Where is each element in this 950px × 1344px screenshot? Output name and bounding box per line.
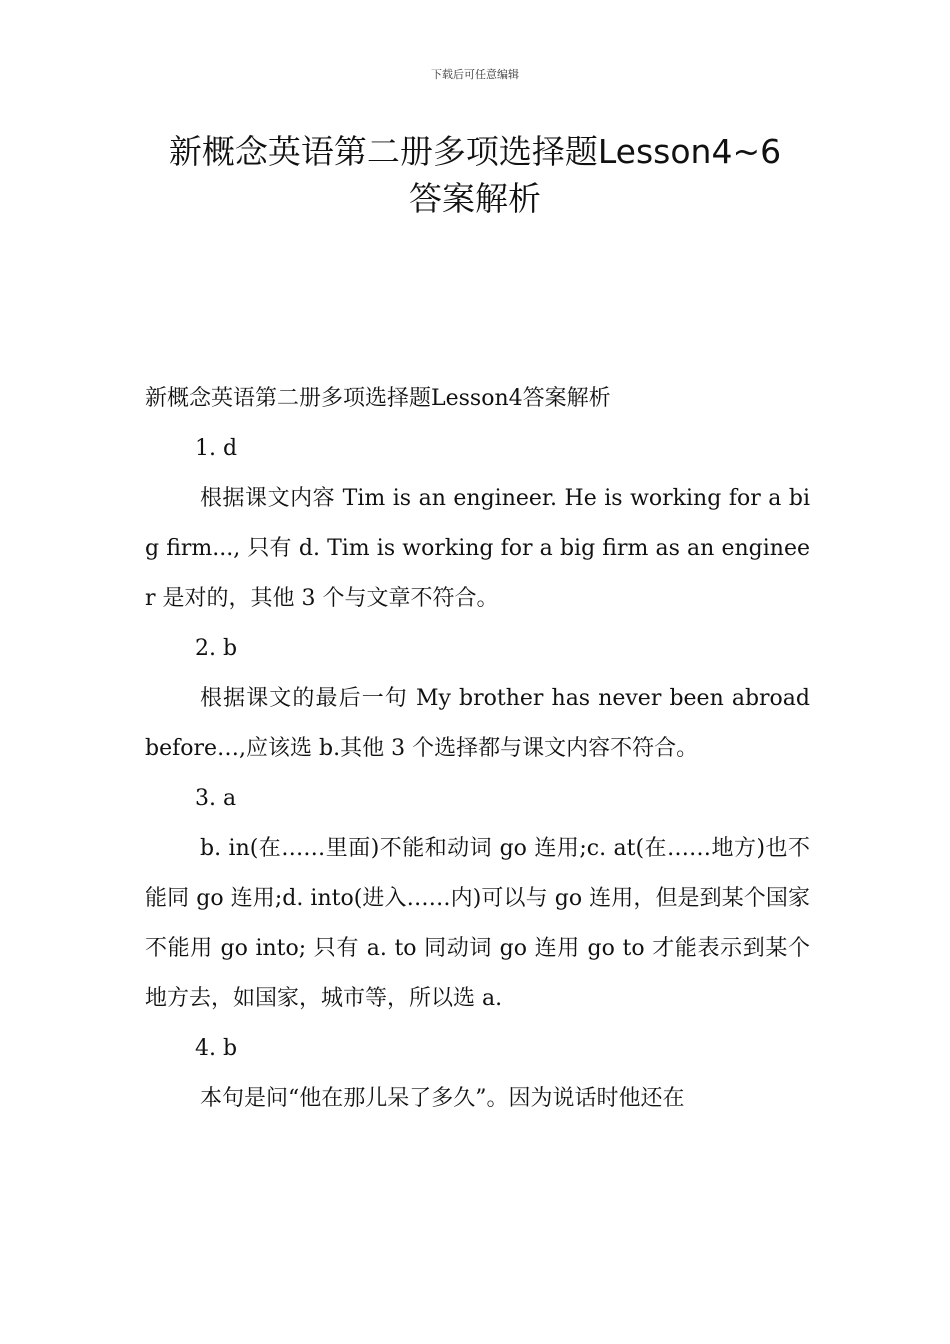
explanation-1: 根据课文内容 Tim is an engineer. He is working for a big firm..., 只有 d. Tim is working for a big firm as an engineer 是对的，其他 3 个与文章不符合。 bbox=[145, 486, 810, 611]
document-title-line-1: 新概念英语第二册多项选择题Lesson4~6 bbox=[168, 132, 782, 171]
answer-1: 1. d bbox=[195, 436, 238, 461]
document-body bbox=[145, 374, 810, 1124]
explanation-2: 根据课文的最后一句 My brother has never been abroad before…,应该选 b.其他 3 个选择都与课文内容不符合。 bbox=[145, 686, 810, 761]
answer-3: 3. a bbox=[195, 786, 237, 811]
header-note: 下载后可任意编辑 bbox=[431, 68, 519, 81]
explanation-4: 本句是问“他在那儿呆了多久”。因为说话时他还在 bbox=[200, 1086, 685, 1111]
document-title bbox=[60, 128, 890, 222]
section-heading: 新概念英语第二册多项选择题Lesson4答案解析 bbox=[145, 386, 611, 411]
answer-2: 2. b bbox=[195, 636, 238, 661]
answer-4: 4. b bbox=[195, 1036, 238, 1061]
explanation-3: b. in(在……里面)不能和动词 go 连用;c. at(在……地方)也不能同 go 连用;d. into(进入……内)可以与 go 连用，但是到某个国家不能用 go into; 只有 a. to 同动词 go 连用 go to 才能表示到某个地方去，如国家，城市等，所以选 a. bbox=[145, 836, 810, 1011]
document-title-line-2: 答案解析 bbox=[409, 179, 541, 218]
